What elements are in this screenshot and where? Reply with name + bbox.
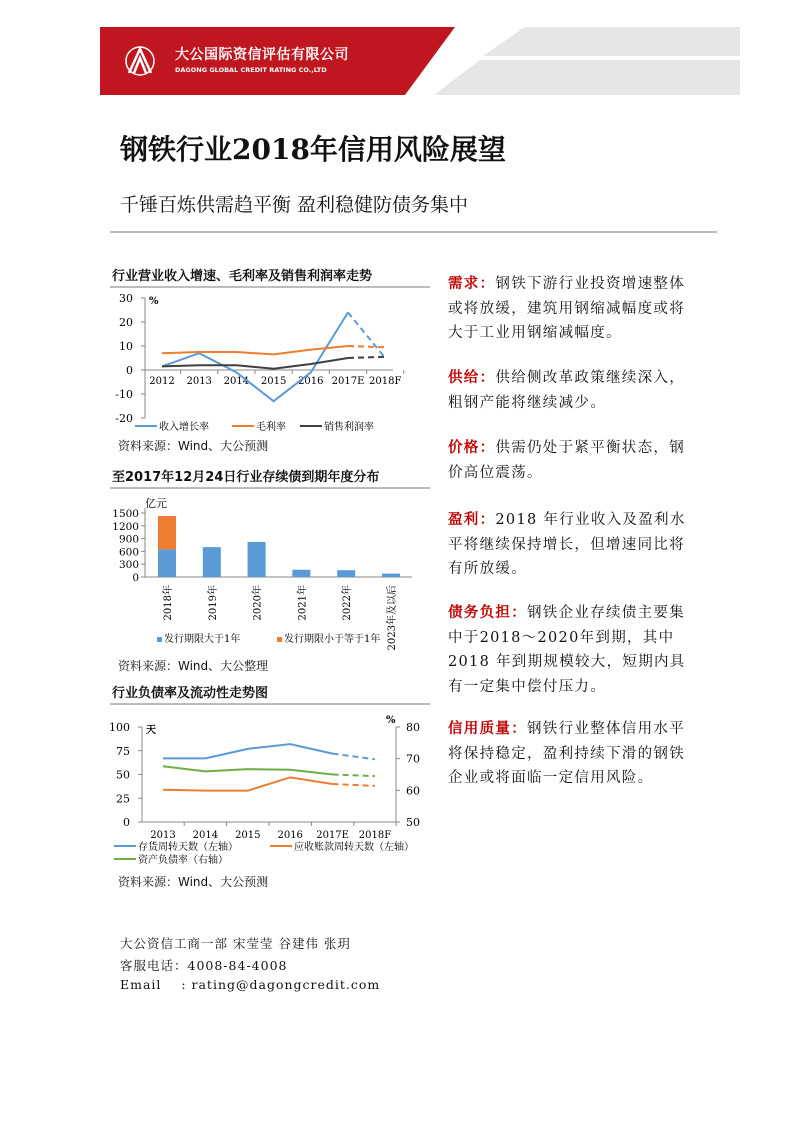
y-tick-label: 30 bbox=[119, 292, 133, 305]
x-tick-label: 2013 bbox=[186, 376, 212, 387]
point-key: 盈利： bbox=[448, 512, 496, 528]
y-tick-label: 10 bbox=[119, 340, 133, 353]
point-text: 供需仍处于紧平衡状态，钢价高位震荡。 bbox=[448, 440, 686, 481]
chart1-title: 行业营业收入增速、毛利率及销售利润率走势 bbox=[112, 269, 373, 284]
chart2-source: 资料来源：Wind、大公整理 bbox=[118, 659, 269, 673]
y-axis-unit: 天 bbox=[146, 725, 156, 736]
point-supply bbox=[448, 366, 693, 415]
y-tick-label: 900 bbox=[118, 533, 139, 546]
y-tick-label: 0 bbox=[132, 572, 139, 584]
series-line-2 bbox=[163, 777, 333, 790]
chart3-title: 行业负债率及流动性走势图 bbox=[112, 686, 269, 701]
y-tick-label: 50 bbox=[116, 768, 130, 782]
bar-1 bbox=[292, 570, 310, 577]
y-tick-label: 1200 bbox=[112, 520, 139, 533]
y-tick-label: 0 bbox=[123, 816, 130, 829]
y-tick-label: -20 bbox=[115, 412, 133, 425]
company-name-en: DAGONG GLOBAL CREDIT RATING CO.,LTD bbox=[175, 66, 327, 74]
point-text: 钢铁企业存续债主要集中于2018～2020年到期，其中2018 年到期规模较大，短期内具有一定集中偿付压力。 bbox=[448, 605, 686, 695]
legend-label: 资产负债率（右轴） bbox=[138, 855, 228, 866]
chart3-source: 资料来源：Wind、大公预测 bbox=[118, 875, 269, 889]
point-debt bbox=[448, 601, 693, 699]
legend-swatch bbox=[157, 637, 162, 642]
x-tick-label: 2014 bbox=[223, 376, 250, 387]
x-tick-label: 2020年 bbox=[252, 585, 264, 621]
x-tick-label: 2013 bbox=[150, 830, 176, 841]
legend-label: 发行期限大于1年 bbox=[164, 634, 241, 645]
y2-tick-label: 50 bbox=[406, 816, 420, 829]
contact-email[interactable]: Email : rating@dagongcredit.com bbox=[120, 977, 381, 992]
series-forecast-line-2 bbox=[333, 784, 375, 786]
point-profit bbox=[448, 508, 693, 582]
contact-team: 大公资信工商一部 宋莹莹 谷建伟 张玥 bbox=[120, 936, 351, 951]
bar-2 bbox=[158, 516, 176, 549]
series-line-3 bbox=[163, 766, 333, 774]
legend-label: 应收账款周转天数（左轴） bbox=[294, 842, 414, 853]
point-text: 钢铁行业整体信用水平将保持稳定，盈利持续下滑的钢铁企业或将面临一定信用风险。 bbox=[448, 721, 685, 786]
x-tick-label: 2019年 bbox=[207, 585, 219, 621]
x-tick-label: 2016 bbox=[298, 376, 324, 387]
x-tick-label: 2012 bbox=[149, 376, 175, 387]
y2-tick-label: 70 bbox=[406, 752, 420, 766]
y2-axis-unit: % bbox=[386, 715, 396, 726]
bar-1 bbox=[337, 570, 355, 577]
y-tick-label: -10 bbox=[115, 388, 133, 401]
bar-1 bbox=[248, 542, 266, 577]
contact-phone: 客服电话：4008-84-4008 bbox=[120, 958, 288, 973]
x-tick-label: 2015 bbox=[260, 376, 287, 387]
y2-tick-label: 80 bbox=[406, 721, 420, 734]
x-tick-label: 2017E bbox=[331, 376, 365, 387]
legend-label: 毛利率 bbox=[256, 422, 286, 433]
point-text: 钢铁下游行业投资增速整体或将放缓，建筑用钢缩减幅度或将大于工业用钢缩减幅度。 bbox=[448, 276, 686, 341]
legend-label: 收入增长率 bbox=[159, 422, 209, 433]
series-line-3 bbox=[162, 358, 348, 369]
y-tick-label: 1500 bbox=[112, 508, 139, 520]
point-demand bbox=[448, 272, 693, 346]
y-tick-label: 0 bbox=[126, 364, 133, 377]
y-axis-unit: 亿元 bbox=[145, 497, 167, 510]
x-tick-label: 2023年及以后 bbox=[387, 585, 398, 651]
series-line-2 bbox=[162, 346, 348, 354]
chart1-source: 资料来源：Wind、大公预测 bbox=[118, 439, 269, 453]
y-axis-unit: % bbox=[149, 296, 159, 307]
page-subtitle: 千锤百炼供需趋平衡 盈利稳健防债务集中 bbox=[120, 194, 469, 216]
series-line-1 bbox=[162, 312, 348, 401]
point-key: 供给： bbox=[448, 370, 496, 386]
y-tick-label: 75 bbox=[116, 744, 130, 758]
series-forecast-line-3 bbox=[348, 357, 385, 358]
x-tick-label: 2015 bbox=[235, 830, 261, 841]
y-tick-label: 20 bbox=[119, 316, 133, 329]
legend-label: 发行期限小于等于1年 bbox=[284, 634, 381, 645]
series-forecast-line-3 bbox=[333, 775, 375, 777]
x-tick-label: 2018年 bbox=[163, 585, 174, 621]
series-forecast-line-1 bbox=[333, 754, 375, 760]
point-text: 供给侧改革政策继续深入，粗钢产能将继续减少。 bbox=[448, 370, 686, 411]
bar-1 bbox=[203, 547, 221, 577]
point-key: 需求： bbox=[448, 276, 496, 292]
y-tick-label: 600 bbox=[118, 546, 139, 559]
point-credit bbox=[448, 717, 693, 791]
point-key: 价格： bbox=[448, 440, 496, 456]
point-key: 信用质量： bbox=[448, 721, 527, 737]
y2-tick-label: 60 bbox=[406, 784, 420, 798]
point-text: 2018 年行业收入及盈利水平将继续保持增长，但增速同比将有所放缓。 bbox=[448, 512, 686, 577]
x-tick-label: 2018F bbox=[358, 830, 392, 841]
legend-label: 存货周转天数（左轴） bbox=[138, 842, 238, 853]
y-tick-label: 100 bbox=[109, 721, 130, 734]
company-name-cn: 大公国际资信评估有限公司 bbox=[175, 47, 349, 63]
x-tick-label: 2014 bbox=[192, 830, 219, 841]
legend-label: 销售利润率 bbox=[324, 422, 374, 433]
bar-1 bbox=[382, 574, 400, 577]
point-price bbox=[448, 436, 693, 485]
x-tick-label: 2021年 bbox=[297, 585, 309, 621]
series-line-1 bbox=[163, 744, 333, 758]
y-tick-label: 300 bbox=[118, 559, 139, 572]
page-title: 钢铁行业2018年信用风险展望 bbox=[120, 133, 506, 166]
x-tick-label: 2017E bbox=[316, 830, 349, 841]
y-tick-label: 25 bbox=[116, 792, 130, 806]
legend-swatch bbox=[277, 637, 282, 642]
bar-1 bbox=[158, 549, 176, 577]
x-tick-label: 2018F bbox=[369, 376, 402, 387]
x-tick-label: 2016 bbox=[277, 830, 303, 841]
chart2-title: 至2017年12月24日行业存续债到期年度分布 bbox=[112, 470, 380, 485]
point-key: 债务负担： bbox=[448, 605, 527, 621]
series-forecast-line-1 bbox=[348, 312, 385, 358]
series-forecast-line-2 bbox=[348, 346, 385, 347]
x-tick-label: 2022年 bbox=[342, 585, 354, 621]
